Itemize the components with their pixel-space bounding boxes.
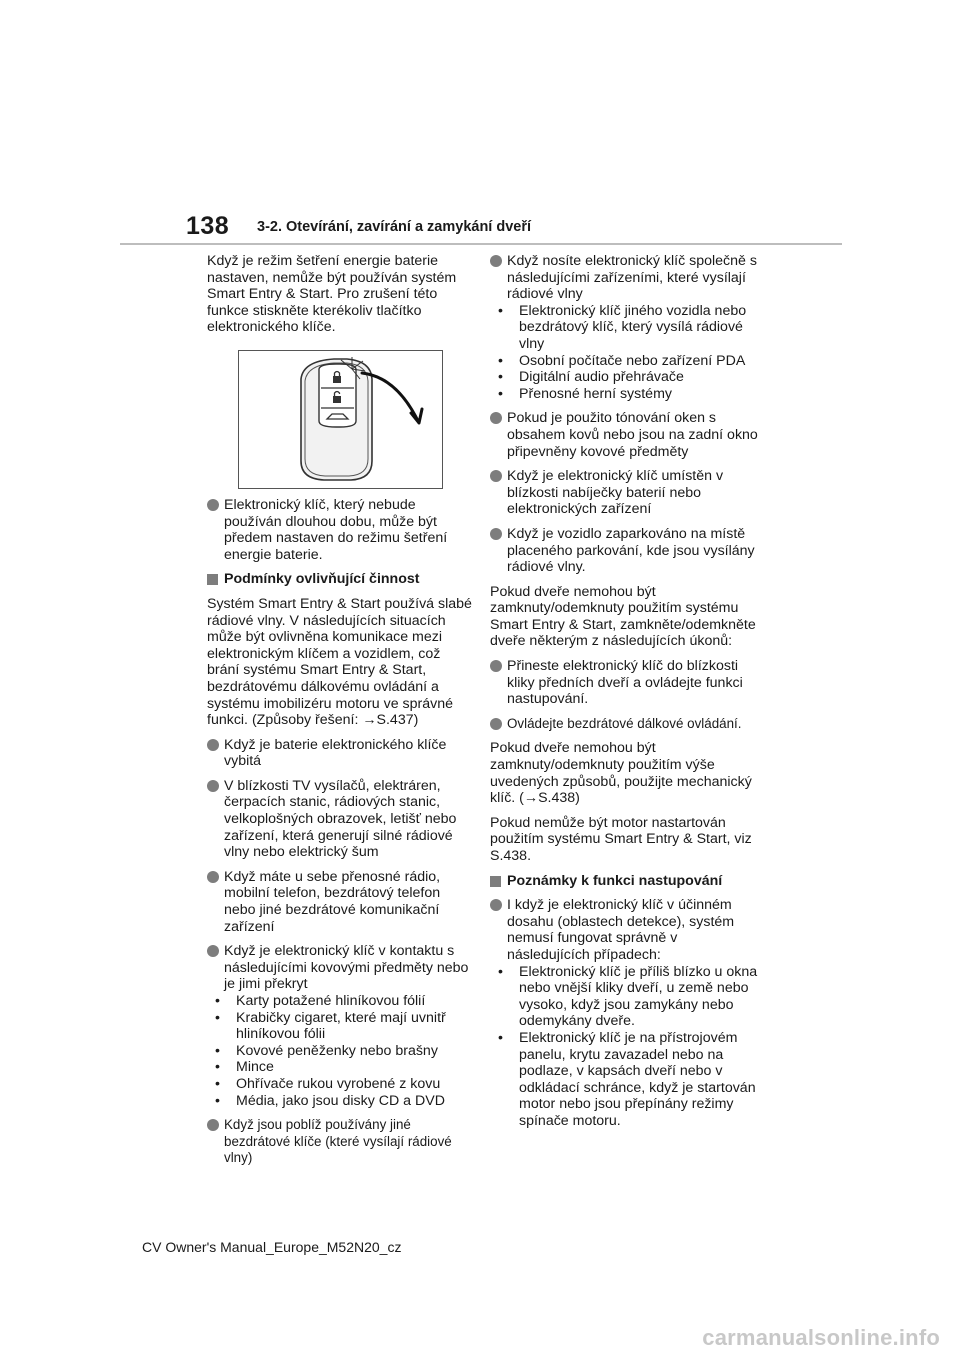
left-column (207, 253, 473, 1167)
list-item: Když je elektronický klíč v kontaktu s následujícími kovovými předměty nebo je jimi překryt (207, 943, 473, 993)
bullet-dot-icon (490, 528, 502, 540)
intro-paragraph: Když je režim šetření energie baterie nastaven, nemůže být používán systém Smart Entry & Start. Pro zrušení této funkce stiskněte kterékoliv tlačítko elektronického klíče. (207, 253, 457, 336)
list-item: Když je vozidlo zaparkováno na místě placeného parkování, kde jsou vysílány rádiové vlny. (490, 526, 760, 576)
list-item: Přineste elektronický klíč do blízkosti kliky předních dveří a ovládejte funkci nastupování. (490, 658, 760, 708)
sub-list-item: • Mince (215, 1059, 274, 1076)
footer-text: CV Owner's Manual_Europe_M52N20_cz (142, 1239, 402, 1255)
bullet-dot-icon (490, 660, 502, 672)
sub-list-item: • Elektronický klíč jiného vozidla nebo bezdrátový klíč, který vysílá rádiové vlny (498, 302, 747, 352)
sub-list-item: • Elektronický klíč je příliš blízko u okna nebo vnější kliky dveří, u země nebo vysoko, když jsou zamykány nebo odemykány dveře. (498, 963, 758, 1030)
bullet-dot-icon (207, 945, 219, 957)
list-item: Když nosíte elektronický klíč společně s následujícími zařízeními, které vysílají rádiové vlny (490, 253, 760, 303)
sub-list-item: • Karty potažené hliníkovou fólií (215, 993, 426, 1009)
watermark: carmanualsonline.info (702, 1325, 940, 1350)
bullet-dot-icon (207, 780, 219, 792)
bullet-dot-icon (490, 412, 502, 424)
smart-key-fob-illustration (239, 351, 442, 488)
list-item: Když máte u sebe přenosné rádio, mobilní telefon, bezdrátový telefon nebo jiné bezdrátové komunikační zařízení (207, 869, 473, 935)
bullet-dot-icon (490, 718, 502, 730)
bullet-dot-icon (490, 899, 502, 911)
sub-list-item: • Přenosné herní systémy (498, 385, 672, 402)
right-column (490, 253, 760, 1130)
bullet-dot-icon (207, 1119, 219, 1131)
section-title: 3-2. Otevírání, zavírání a zamykání dveří (257, 219, 532, 235)
sub-list-item: • Osobní počítače nebo zařízení PDA (498, 352, 746, 369)
paragraph: Pokud dveře nemohou být zamknuty/odemknuty použitím systému Smart Entry & Start, zamkněte/odemkněte dveře některým z následujících úkonů: (490, 583, 756, 650)
bullet-dot-icon (207, 499, 219, 511)
sub-list-item: • Kovové peněženky nebo brašny (215, 1042, 438, 1059)
subheading: Podmínky ovlivňující činnost (207, 571, 473, 588)
square-bullet-icon (207, 574, 218, 585)
paragraph: Systém Smart Entry & Start používá slabé rádiové vlny. V následujících situacích může být ovlivněna komunikace mezi elektronickým klíčem a vozidlem, což brání systému Smart Entry & Start, bezdrátovému dálkovému ovládání a systému imobilizéru motoru ve správné funkci. (Způsoby řešení: →S.437) (207, 595, 472, 729)
list-item: Když je baterie elektronického klíče vybitá (207, 737, 473, 770)
sub-list-item: • Elektronický klíč je na přístrojovém panelu, krytu zavazadel nebo na podlaze, v kapsách dveří nebo v odkládací schránce, když je startován motor nebo jsou přepínány režimy spínače motoru. (498, 1029, 756, 1129)
square-bullet-icon (490, 876, 501, 887)
sub-list-item: • Ohřívače rukou vyrobené z kovu (215, 1075, 441, 1092)
key-fob-figure (238, 350, 443, 489)
list-item: Pokud je použito tónování oken s obsahem kovů nebo jsou na zadní okno připevněny kovové předměty (490, 410, 760, 460)
bullet-dot-icon (490, 470, 502, 482)
bullet-dot-icon (207, 739, 219, 751)
sub-list-item: • Digitální audio přehrávače (498, 369, 684, 386)
subheading: Poznámky k funkci nastupování (490, 873, 760, 890)
list-item: V blízkosti TV vysílačů, elektráren, čerpacích stanic, rádiových stanic, velkoplošných obrazovek, letišť nebo zařízení, která generují silné rádiové vlny nebo elektrický šum (207, 778, 473, 861)
paragraph: Pokud nemůže být motor nastartován použitím systému Smart Entry & Start, viz S.438. (490, 814, 752, 864)
list-item: I když je elektronický klíč v účinném dosahu (oblastech detekce), systém nemusí fungovat správně v následujících případech: (490, 897, 760, 963)
bullet-dot-icon (490, 255, 502, 267)
list-item: Když je elektronický klíč umístěn v blízkosti nabíječky baterií nebo elektronických zařízení (490, 468, 760, 518)
sub-list-item: • Média, jako jsou disky CD a DVD (215, 1092, 445, 1109)
sub-list-item: • Krabičky cigaret, které mají uvnitř hliníkovou fólii (215, 1009, 446, 1043)
list-item: Ovládejte bezdrátové dálkové ovládání. (490, 716, 760, 733)
list-item: Elektronický klíč, který nebude používán dlouhou dobu, může být předem nastaven do režimu šetření energie baterie. (207, 497, 473, 563)
bullet-dot-icon (207, 871, 219, 883)
page-number: 138 (186, 212, 230, 240)
header-divider (120, 243, 842, 245)
paragraph: Pokud dveře nemohou být zamknuty/odemknuty použitím výše uvedených způsobů, použijte mechanický klíč. (→S.438) (490, 740, 752, 807)
list-item: Když jsou poblíž používány jiné bezdrátové klíče (které vysílají rádiové vlny) (207, 1117, 473, 1167)
